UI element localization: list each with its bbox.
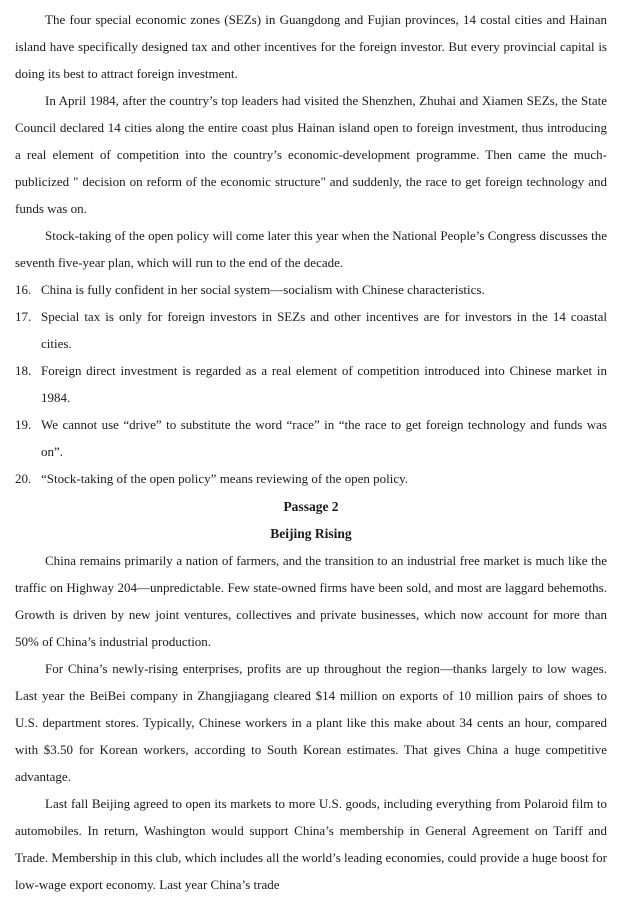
question-item — [15, 357, 607, 411]
passage2-paragraph: For China’s newly-rising enterprises, profits are up throughout the region—thanks largely to low wages. Last year the BeiBei company in Zhangjiagang cleared $14 million on exports of 10 million pairs of shoes to U.S. department stores. Typically, Chinese workers in a plant like this make about 34 cents an hour, compared with $3.50 for Korean workers, according to South Korean estimates. That gives China a huge competitive advantage. — [15, 661, 607, 784]
question-text: China is fully confident in her social system—socialism with Chinese characteristics. — [41, 282, 485, 297]
question-number: 18. — [15, 363, 32, 378]
question-number: 17. — [15, 309, 32, 324]
passage1-paragraph: In April 1984, after the country’s top leaders had visited the Shenzhen, Zhuhai and Xiamen SEZs, the State Council declared 14 cities along the entire coast plus Hainan island open to foreign investment, thus introducing a real element of competition into the country’s economic-development programme. Then came the much-publicized " decision on reform of the economic structure" and suddenly, the race to get foreign technology and funds was on. — [15, 93, 607, 216]
question-number: 20. — [15, 471, 32, 486]
question-text: Foreign direct investment is regarded as a real element of competition introduced into Chinese market in 1984. — [41, 363, 607, 405]
question-item — [15, 276, 607, 303]
passage-label: Passage 2 — [283, 499, 339, 514]
passage2-paragraph: Last fall Beijing agreed to open its markets to more U.S. goods, including everything from Polaroid film to automobiles. In return, Washington would support China’s membership in General Agreement on Tariff and Trade. Membership in this club, which includes all the world’s leading economies, could provide a huge boost for low-wage export economy. Last year China’s trade — [15, 796, 607, 892]
question-item — [15, 303, 607, 357]
question-number: 19. — [15, 417, 32, 432]
question-text: Special tax is only for foreign investors in SEZs and other incentives are for investors in the 14 coastal cities. — [41, 309, 607, 351]
passage1-paragraph: The four special economic zones (SEZs) in Guangdong and Fujian provinces, 14 costal cities and Hainan island have specifically designed tax and other incentives for the foreign investor. But every provincial capital is doing its best to attract foreign investment. — [15, 12, 607, 81]
question-text: We cannot use “drive” to substitute the word “race” in “the race to get foreign technology and funds was on”. — [41, 417, 607, 459]
question-item — [15, 465, 607, 492]
question-item — [15, 411, 607, 465]
question-text: “Stock-taking of the open policy” means reviewing of the open policy. — [41, 471, 409, 486]
question-number: 16. — [15, 282, 32, 297]
passage-title: Beijing Rising — [270, 526, 352, 541]
document-page — [15, 6, 607, 898]
passage2-paragraph: China remains primarily a nation of farmers, and the transition to an industrial free market is much like the traffic on Highway 204—unpredictable. Few state-owned firms have been sold, and most are laggard behemoths. Growth is driven by new joint ventures, collectives and private businesses, which now account for more than 50% of China’s industrial production. — [15, 553, 607, 649]
passage1-paragraph: Stock-taking of the open policy will come later this year when the National People’s Congress discusses the seventh five-year plan, which will run to the end of the decade. — [15, 228, 607, 270]
